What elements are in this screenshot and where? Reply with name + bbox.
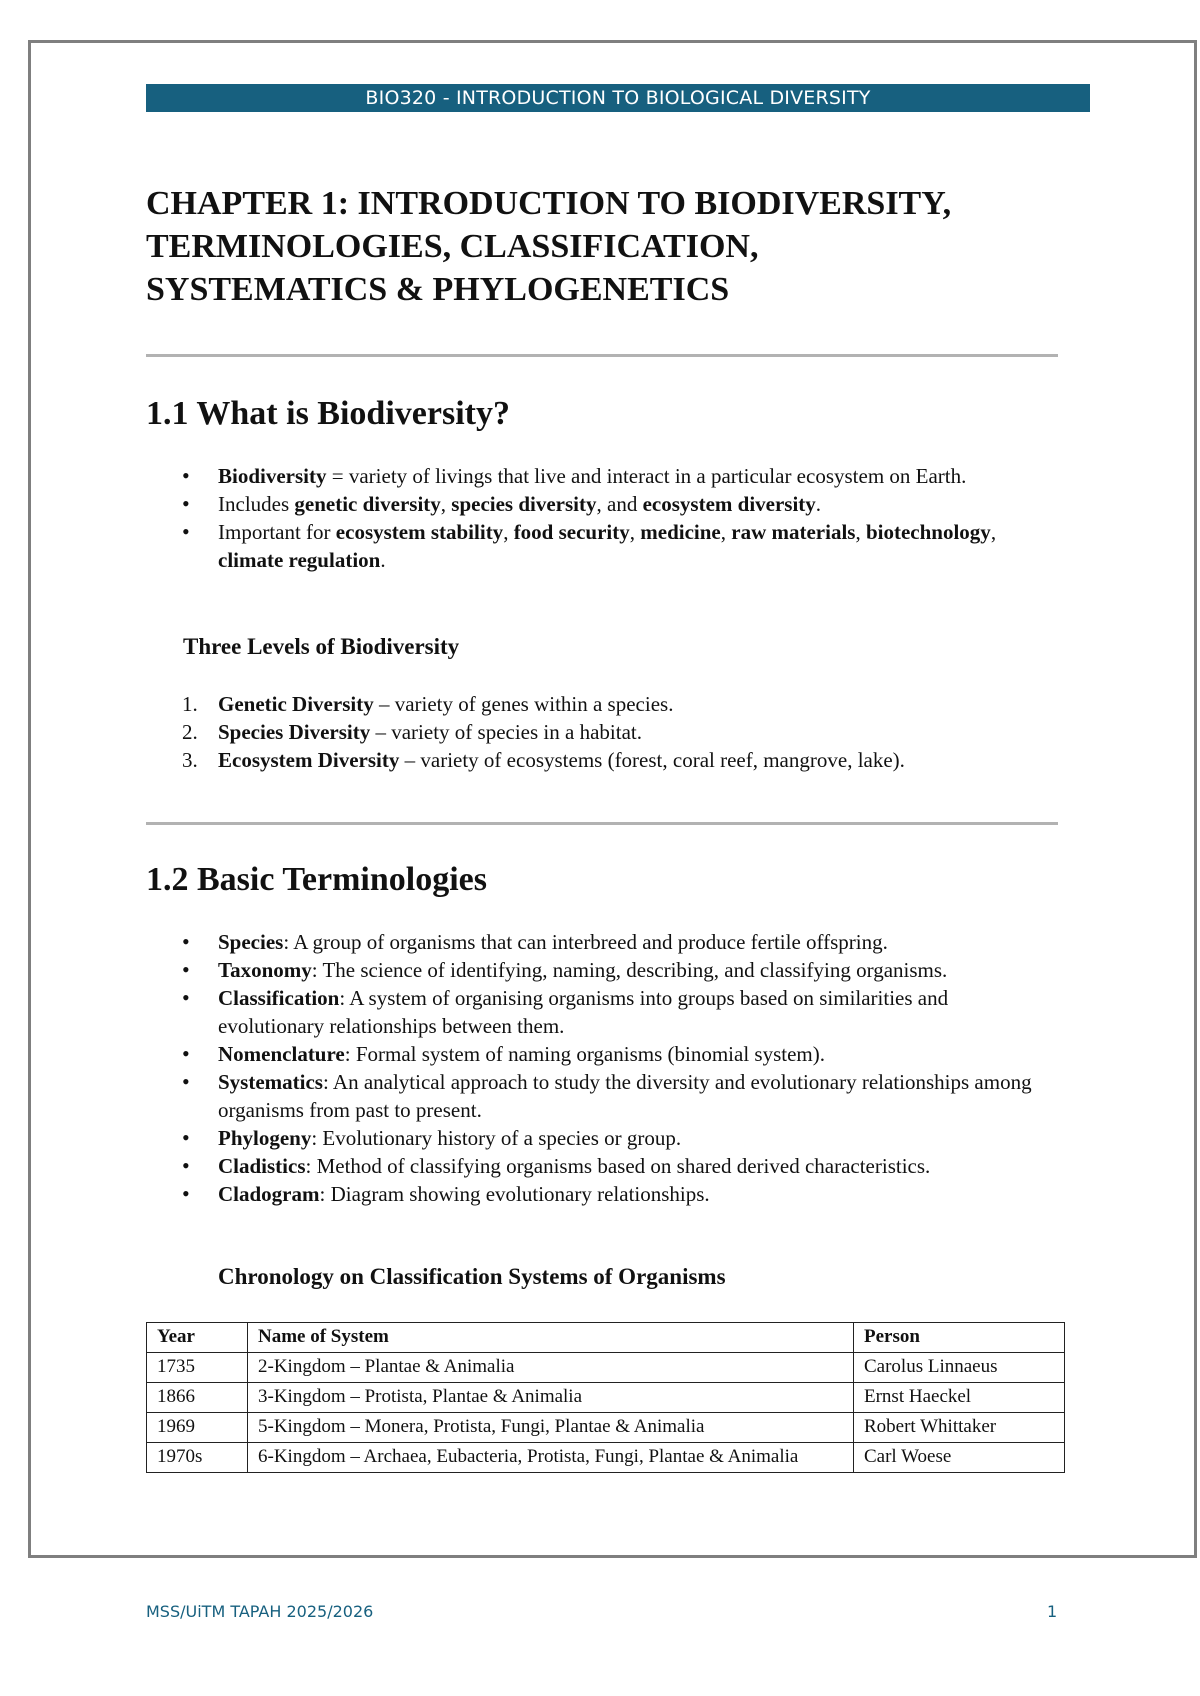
table-header-row	[147, 1323, 1065, 1353]
level-desc: – variety of ecosystems (forest, coral reef, mangrove, lake).	[399, 748, 905, 772]
terminology-bullet-list	[146, 928, 1058, 1208]
chapter-title-line: SYSTEMATICS & PHYLOGENETICS	[146, 271, 730, 308]
term-desc: : An analytical approach to study the diversity and evolutionary relationships among organisms from past to present.	[218, 1070, 1032, 1122]
table-row	[147, 1443, 1065, 1473]
cell-year: 1866	[147, 1383, 248, 1413]
cell-person: Ernst Haeckel	[854, 1383, 1065, 1413]
classification-table	[146, 1322, 1065, 1473]
cell-system: 6-Kingdom – Archaea, Eubacteria, Protista, Fungi, Plantae & Animalia	[248, 1443, 854, 1473]
term-desc: : Method of classifying organisms based on shared derived characteristics.	[305, 1154, 931, 1178]
bold-term: ecosystem stability	[335, 520, 504, 544]
footer-page-number: 1	[1047, 1602, 1058, 1621]
bold-term: Biodiversity	[218, 464, 327, 488]
list-item	[146, 1180, 1058, 1208]
chapter-title	[146, 182, 1106, 311]
table-heading: Chronology on Classification Systems of Organisms	[218, 1264, 726, 1289]
cell-system: 3-Kingdom – Protista, Plantae & Animalia	[248, 1383, 854, 1413]
chapter-title-line: TERMINOLOGIES, CLASSIFICATION,	[146, 228, 759, 265]
term-name: Phylogeny	[218, 1126, 312, 1150]
bold-term: medicine	[640, 520, 721, 544]
bold-term: ecosystem diversity	[642, 492, 816, 516]
cell-year: 1969	[147, 1413, 248, 1443]
list-item	[146, 956, 1058, 984]
text-run: ,	[855, 520, 866, 544]
divider-rule	[146, 822, 1058, 825]
column-header-system: Name of System	[248, 1323, 854, 1353]
text-run: .	[380, 548, 386, 572]
cell-year: 1970s	[147, 1443, 248, 1473]
cell-person: Carl Woese	[854, 1443, 1065, 1473]
levels-heading: Three Levels of Biodiversity	[183, 634, 460, 659]
section-heading-1-2: 1.2 Basic Terminologies	[146, 861, 487, 898]
list-item	[146, 462, 1046, 490]
level-term: Ecosystem Diversity	[218, 748, 400, 772]
table-row	[147, 1353, 1065, 1383]
list-number: 2.	[182, 720, 198, 744]
level-desc: – variety of genes within a species.	[373, 692, 674, 716]
cell-person: Robert Whittaker	[854, 1413, 1065, 1443]
column-header-person: Person	[854, 1323, 1065, 1353]
list-item	[146, 1068, 1058, 1124]
biodiversity-bullet-list	[146, 462, 1046, 574]
bold-term: species diversity	[451, 492, 597, 516]
list-item	[146, 984, 1058, 1040]
text-run: Important for	[218, 520, 336, 544]
text-run: ,	[720, 520, 732, 544]
chapter-title-line: CHAPTER 1: INTRODUCTION TO BIODIVERSITY,	[146, 185, 952, 222]
text-run: , and	[596, 492, 643, 516]
level-term: Species Diversity	[218, 720, 371, 744]
text-run: .	[815, 492, 822, 516]
term-desc: : Formal system of naming organisms (binomial system).	[344, 1042, 825, 1066]
term-name: Classification	[218, 986, 340, 1010]
term-name: Cladistics	[218, 1154, 306, 1178]
text-run: = variety of livings that live and interact in a particular ecosystem on Earth.	[326, 464, 967, 488]
text-run: ,	[440, 492, 452, 516]
list-item	[146, 928, 1058, 956]
table-row	[147, 1383, 1065, 1413]
term-name: Nomenclature	[218, 1042, 345, 1066]
level-term: Genetic Diversity	[218, 692, 374, 716]
text-run: ,	[503, 520, 514, 544]
text-run: Includes	[218, 492, 295, 516]
bold-term: raw materials	[731, 520, 856, 544]
divider-rule	[146, 354, 1058, 357]
bold-term: biotechnology	[865, 520, 991, 544]
footer-institution: MSS/UiTM TAPAH 2025/2026	[146, 1602, 374, 1621]
text-run: ,	[990, 520, 997, 544]
list-item	[146, 1124, 1058, 1152]
term-desc: : The science of identifying, naming, describing, and classifying organisms.	[311, 958, 948, 982]
list-item	[146, 718, 1046, 746]
term-name: Systematics	[218, 1070, 323, 1094]
term-desc: : A system of organising organisms into groups based on similarities and evolutionary relationships between them.	[218, 986, 949, 1038]
bold-term: food security	[513, 520, 630, 544]
bold-term: climate regulation	[218, 548, 381, 572]
term-desc: : A group of organisms that can interbreed and produce fertile offspring.	[283, 930, 888, 954]
cell-system: 5-Kingdom – Monera, Protista, Fungi, Plantae & Animalia	[248, 1413, 854, 1443]
list-item	[146, 690, 1046, 718]
column-header-year: Year	[147, 1323, 248, 1353]
cell-person: Carolus Linnaeus	[854, 1353, 1065, 1383]
list-item	[146, 490, 1046, 518]
levels-list	[146, 690, 1046, 774]
level-desc: – variety of species in a habitat.	[370, 720, 642, 744]
list-item	[146, 746, 1046, 774]
cell-year: 1735	[147, 1353, 248, 1383]
list-item	[146, 1152, 1058, 1180]
bold-term: genetic diversity	[294, 492, 441, 516]
list-item	[146, 1040, 1058, 1068]
list-number: 3.	[182, 748, 198, 772]
term-name: Taxonomy	[218, 958, 312, 982]
text-run: ,	[629, 520, 641, 544]
table-row	[147, 1413, 1065, 1443]
term-name: Species	[218, 930, 284, 954]
term-desc: : Diagram showing evolutionary relationships.	[319, 1182, 710, 1206]
cell-system: 2-Kingdom – Plantae & Animalia	[248, 1353, 854, 1383]
list-number: 1.	[182, 692, 198, 716]
list-item	[146, 518, 1046, 574]
section-heading-1-1: 1.1 What is Biodiversity?	[146, 395, 510, 432]
term-name: Cladogram	[218, 1182, 320, 1206]
course-header-bar: BIO320 - INTRODUCTION TO BIOLOGICAL DIVERSITY	[146, 84, 1090, 112]
term-desc: : Evolutionary history of a species or group.	[311, 1126, 682, 1150]
